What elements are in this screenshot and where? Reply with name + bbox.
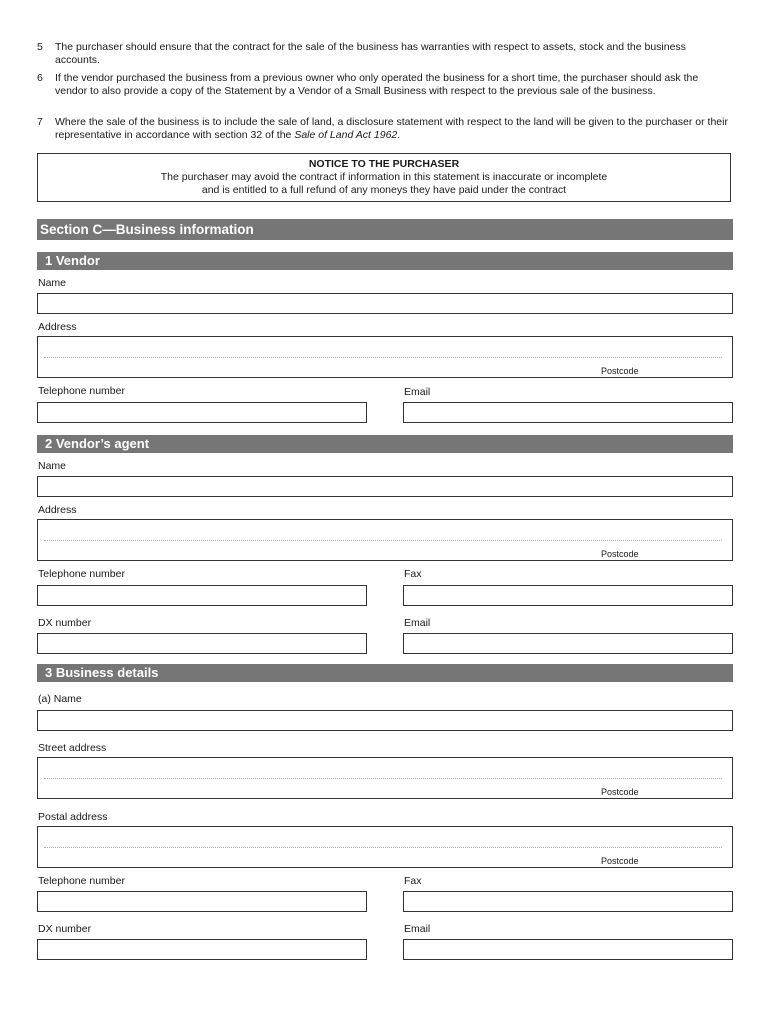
item-7-text (55, 116, 733, 141)
business-street-postcode-label: Postcode (601, 787, 639, 797)
vendor-heading: 1 Vendor (37, 252, 733, 270)
notice-title: NOTICE TO THE PURCHASER (308, 158, 460, 170)
vendor-address-label: Address (38, 321, 77, 333)
agent-address-label: Address (38, 504, 77, 516)
vendor-postcode-label: Postcode (601, 366, 639, 376)
vendor-telephone-input[interactable] (37, 402, 367, 423)
business-fax-input[interactable] (403, 891, 733, 912)
item-5-number: 5 (37, 41, 43, 53)
vendor-email-input[interactable] (403, 402, 733, 423)
agent-fax-input[interactable] (403, 585, 733, 606)
business-postal-postcode-label: Postcode (601, 856, 639, 866)
address-divider (44, 357, 722, 358)
vendor-telephone-label: Telephone number (38, 385, 125, 397)
business-name-label: (a) Name (38, 693, 82, 705)
agent-address-input[interactable] (37, 519, 733, 561)
item-7-number: 7 (37, 116, 43, 128)
address-divider (44, 778, 722, 779)
item-7-text-end: . (397, 128, 401, 141)
agent-fax-label: Fax (404, 568, 422, 580)
notice-box (37, 153, 731, 202)
agent-email-input[interactable] (403, 633, 733, 654)
business-street-input[interactable] (37, 757, 733, 799)
item-6-number: 6 (37, 72, 43, 84)
agent-name-input[interactable] (37, 476, 733, 497)
section-c-header: Section C—Business information (37, 219, 733, 240)
agent-heading: 2 Vendor’s agent (37, 435, 733, 453)
business-postal-input[interactable] (37, 826, 733, 868)
business-fax-label: Fax (404, 875, 422, 887)
vendor-email-label: Email (404, 386, 431, 398)
item-6-text: If the vendor purchased the business from a previous owner who only operated the business for a short time, the purchaser should ask the vendor to also provide a copy of the Statement by a Vendor of a Small Business with respect to the previous sale of the business. (55, 72, 699, 97)
act-name: Sale of Land Act 1962 (294, 128, 398, 141)
agent-telephone-input[interactable] (37, 585, 367, 606)
address-divider (44, 847, 722, 848)
notice-line-1: The purchaser may avoid the contract if information in this statement is inaccurate or incomplete (160, 171, 608, 183)
vendor-name-label: Name (38, 277, 67, 289)
business-email-input[interactable] (403, 939, 733, 960)
agent-name-label: Name (38, 460, 67, 472)
business-street-label: Street address (38, 742, 107, 754)
business-telephone-label: Telephone number (38, 875, 125, 887)
business-heading: 3 Business details (37, 664, 733, 682)
address-divider (44, 540, 722, 541)
business-dx-label: DX number (38, 923, 92, 935)
agent-telephone-label: Telephone number (38, 568, 125, 580)
business-postal-label: Postal address (38, 811, 108, 823)
vendor-address-input[interactable] (37, 336, 733, 378)
item-7-text-main: Where the sale of the business is to include the sale of land, a disclosure statement with respect to the land will be given to the purchaser or their representative in accordance with section 32 of the (55, 116, 728, 141)
agent-email-label: Email (404, 617, 431, 629)
agent-postcode-label: Postcode (601, 549, 639, 559)
agent-dx-input[interactable] (37, 633, 367, 654)
agent-dx-label: DX number (38, 617, 92, 629)
business-name-input[interactable] (37, 710, 733, 731)
notice-line-2: and is entitled to a full refund of any moneys they have paid under the contract (201, 184, 567, 196)
business-dx-input[interactable] (37, 939, 367, 960)
business-telephone-input[interactable] (37, 891, 367, 912)
business-email-label: Email (404, 923, 431, 935)
item-5-text: The purchaser should ensure that the contract for the sale of the business has warranties with respect to assets, stock and the business accounts. (55, 41, 686, 66)
vendor-name-input[interactable] (37, 293, 733, 314)
